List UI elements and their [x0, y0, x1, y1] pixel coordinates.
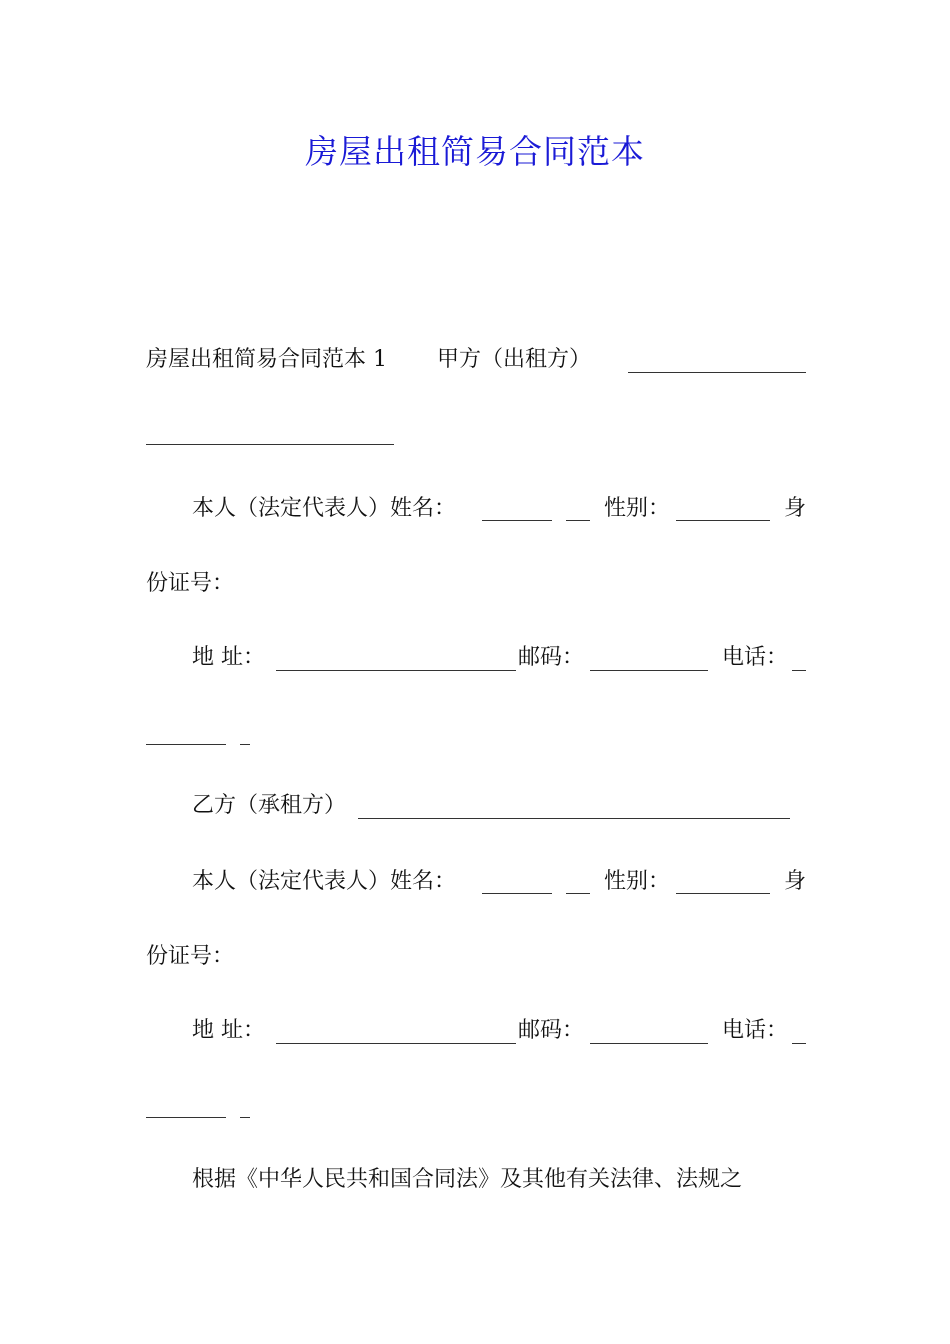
party-b-label: 乙方（承租方）	[192, 793, 347, 818]
phone-blank-extra	[240, 744, 250, 745]
gender-label-wrap	[604, 493, 684, 525]
phone-blank-continued	[146, 744, 226, 745]
basis-paragraph	[146, 1164, 852, 1196]
address-label: 地 址：	[192, 645, 265, 670]
gender-label-b-wrap	[604, 866, 684, 898]
gender-label: 性别：	[604, 496, 671, 521]
basis-text: 根据《中华人民共和国合同法》及其他有关法律、法规之	[192, 1167, 743, 1192]
address-label-b: 地 址：	[192, 1018, 265, 1043]
id-label-start: 身	[784, 496, 807, 521]
id-label-b-line	[146, 941, 806, 973]
id-label-start-wrap	[784, 493, 814, 525]
phone-label: 电话：	[722, 645, 789, 670]
document-title: 房屋出租简易合同范本	[305, 132, 645, 171]
postcode-blank	[590, 670, 708, 671]
party-a-blank	[628, 372, 806, 373]
phone-label-wrap	[722, 642, 802, 674]
address-blank-b	[276, 1043, 516, 1044]
id-label-start-b-wrap	[784, 866, 814, 898]
id-label-start-b: 身	[784, 869, 807, 894]
name-label-b: 本人（法定代表人）姓名：	[192, 869, 457, 894]
party-a-blank-continued	[146, 444, 394, 445]
postcode-label: 邮码：	[518, 645, 585, 670]
party-b-blank	[358, 818, 790, 819]
postcode-label-b-wrap	[518, 1015, 598, 1047]
gender-label-b: 性别：	[604, 869, 671, 894]
id-label-line	[146, 568, 806, 600]
name-label: 本人（法定代表人）姓名：	[192, 496, 457, 521]
phone-blank-b	[792, 1043, 806, 1044]
phone-blank	[792, 670, 806, 671]
id-label-end-b: 份证号：	[146, 944, 235, 969]
phone-label-b: 电话：	[722, 1018, 789, 1043]
party-a-label: 甲方（出租方）	[437, 347, 592, 372]
gender-blank	[676, 520, 770, 521]
phone-blank-b-continued	[146, 1117, 226, 1118]
name-blank-extra	[566, 520, 590, 521]
phone-label-b-wrap	[722, 1015, 802, 1047]
contract-heading: 房屋出租简易合同范本 1	[146, 347, 387, 372]
id-label-end: 份证号：	[146, 571, 235, 596]
name-blank	[482, 520, 552, 521]
postcode-label-wrap	[518, 642, 598, 674]
name-blank-b-extra	[566, 893, 590, 894]
postcode-blank-b	[590, 1043, 708, 1044]
phone-blank-b-extra	[240, 1117, 250, 1118]
gender-blank-b	[676, 893, 770, 894]
name-blank-b	[482, 893, 552, 894]
address-blank	[276, 670, 516, 671]
postcode-label-b: 邮码：	[518, 1018, 585, 1043]
